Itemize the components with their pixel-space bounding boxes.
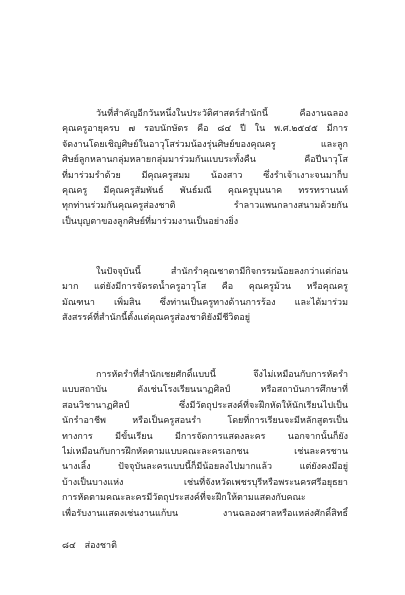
text-line: วันที่สำคัญอีกวันหนึ่งในประวัติศาสตร์สำนักนี้ คืองานฉลอง bbox=[96, 109, 348, 119]
text-line: คุณครูอายุครบ ๗ รอบนักษัตร คือ ๘๔ ปี ใน พ.ศ.๒๕๔๕ มีการ bbox=[62, 124, 348, 135]
page-number: ๘๔ bbox=[62, 541, 76, 551]
text-line: นางเลิ้ง ปัจจุบันละครแบบนี้ก็มีน้อยลงไปมากแล้ว แต่ยังคงมีอยู่ bbox=[62, 462, 348, 473]
text-line: ที่มาร่วมรำด้วย มีคุณครูสมม น้องสาว ซึ่งรำเจ้าเงาะจนมาก็บ bbox=[62, 170, 348, 181]
text-line: ในปัจจุบันนี้ สำนักรำคุณชาตามีกิจกรรมน้อยลงกว่าแต่ก่อน bbox=[96, 267, 348, 277]
text-line: ไม่เหมือนกับการฝึกหัดตามแบบคณะละครเอกชน เช่นละครชาน bbox=[62, 447, 348, 458]
text-line: แบบสถาบัน ดังเช่นโรงเรียนนาฏศิลป์ หรือสถาบันการศึกษาที่ bbox=[62, 385, 348, 396]
text-line: มัณฑนา เพิ่มสิน ซึ่งท่านเป็นครูทางด้านการร้อง และได้มาร่วม bbox=[62, 297, 348, 308]
running-title: ส่องชาติ bbox=[84, 541, 117, 551]
text-line: ศิษย์ลูกหลานกลุ่มหลายกลุ่มมาร่วมกันแบบระทั้งคืน คือปีนาวุโส bbox=[62, 155, 348, 166]
text-line: คุณครู มีคุณครูสัมพันธ์ พันธ์มณี คุณครูบุนนาค ทรรทรานนท์ bbox=[62, 186, 348, 197]
text-line: จัดงานโดยเชิญศิษย์ในอาวุโสร่วมน้องรุ่นศิษย์ของคุณครู และลูก bbox=[62, 139, 348, 150]
text-line: เพื่อรับงานแสดงเช่นงานแก้บน งานฉลองศาลหรือแหล่งศักดิ์สิทธิ์ bbox=[62, 508, 348, 519]
text-line: มาก แต่ยังมีการจัดรดน้ำครูอาวุโส คือ คุณครูม้วน หรือคุณครู bbox=[62, 282, 348, 293]
page-footer bbox=[62, 540, 123, 552]
paragraph-2 bbox=[62, 265, 348, 327]
paragraph-3 bbox=[62, 368, 348, 522]
text-line: ทุกท่านร่วมกันคุณครูส่องชาติ รำลาวแพนกลางสนามด้วยกัน bbox=[62, 201, 348, 212]
paragraph-1 bbox=[62, 107, 348, 230]
text-line: นักรำอาชีพ หรือเป็นครูสอนรำ โดยที่การเรียนจะมีหลักสูตรเป็น bbox=[62, 416, 348, 427]
text-line: เป็นบุญตาของลูกศิษย์ที่มาร่วมงานเป็นอย่างยิ่ง bbox=[62, 216, 239, 227]
text-line: สังสรรค์ที่สำนักนี้ตั้งแต่คุณครูส่องชาติยังมีชีวิตอยู่ bbox=[62, 313, 250, 324]
text-line: สอนวิชานาฏศิลป์ ซึ่งมีวัตถุประสงค์ที่จะฝึกหัดให้นักเรียนไปเป็น bbox=[62, 400, 348, 411]
text-line: ทางการ มีขั้นเรียน มีการจัดการแสดงละคร นอกจากนั้นก็ยัง bbox=[62, 431, 348, 442]
text-line: บ้างเป็นบางแห่ง เช่นที่จังหวัดเพชรบุรีหรือพระนครศรีอยุธยา bbox=[62, 477, 348, 488]
text-line: การหัดตามคณะละครมีวัตถุประสงค์ที่จะฝึกให้ตามแสดงกับคณะ bbox=[62, 493, 306, 504]
text-line: การหัดรำที่สำนักเชยศักดิ์แบบนี้ จึงไม่เหมือนกับการหัดรำ bbox=[96, 370, 348, 380]
